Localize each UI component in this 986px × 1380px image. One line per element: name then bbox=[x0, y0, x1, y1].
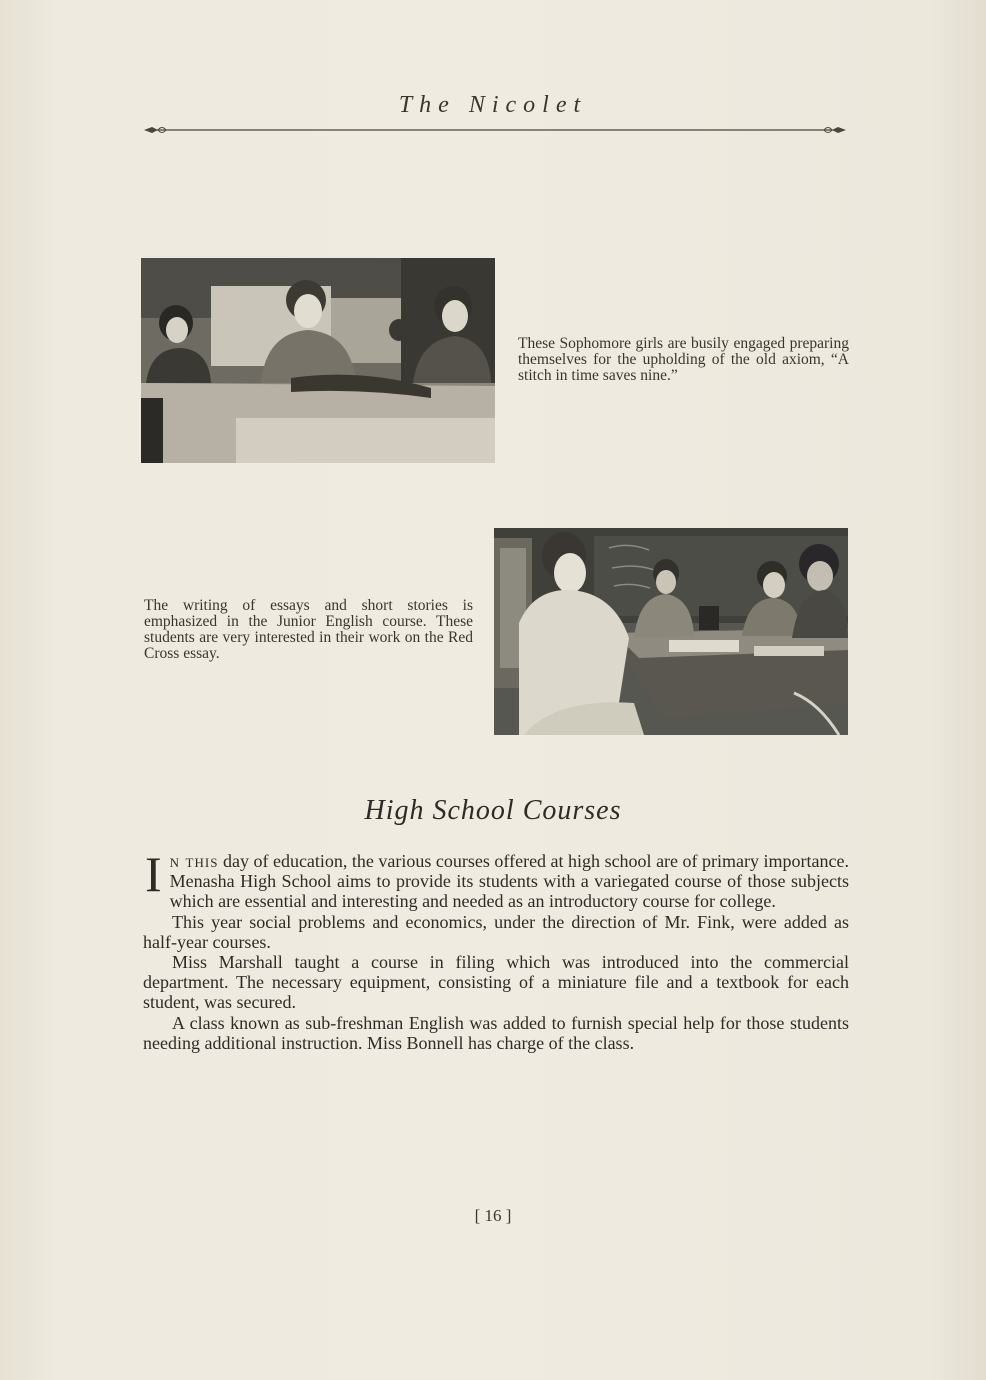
paragraph-1-text: day of education, the various courses offered at high school are of primary importance. Menasha High School aims to provide its students with a variegated course of those subjects which are essential and interesting and needed as an introductory course for college. bbox=[169, 851, 850, 912]
english-class-photo bbox=[494, 528, 848, 735]
paragraph-2: This year social problems and economics, under the direction of Mr. Fink, were added as half-year courses. bbox=[143, 911, 849, 952]
sewing-class-photo bbox=[141, 258, 495, 463]
paragraph-4: A class known as sub-freshman English was added to furnish special help for those students needing additional instruction. Miss Bonnell has charge of the class. bbox=[143, 1012, 849, 1053]
sewing-photo-caption: These Sophomore girls are busily engaged preparing themselves for the upholding of the old axiom, “A stitch in time saves nine.” bbox=[518, 335, 849, 384]
lead-smallcaps: n this bbox=[169, 851, 219, 871]
running-header-title: The Nicolet bbox=[398, 92, 588, 118]
article-body bbox=[143, 846, 850, 1053]
drop-cap: I bbox=[145, 846, 162, 902]
paragraph-3: Miss Marshall taught a course in filing which was introduced into the commercial department. The necessary equipment, consisting of a miniature file and a textbook for each student, was secured. bbox=[143, 952, 849, 1013]
paragraph-1 bbox=[143, 846, 850, 912]
english-photo-caption: The writing of essays and short stories is emphasized in the Junior English course. These students are very interested in their work on the Red Cross essay. bbox=[144, 597, 473, 662]
page-number: [ 16 ] bbox=[474, 1206, 512, 1225]
header-ornamental-rule bbox=[142, 124, 848, 136]
section-title: High School Courses bbox=[364, 795, 622, 826]
